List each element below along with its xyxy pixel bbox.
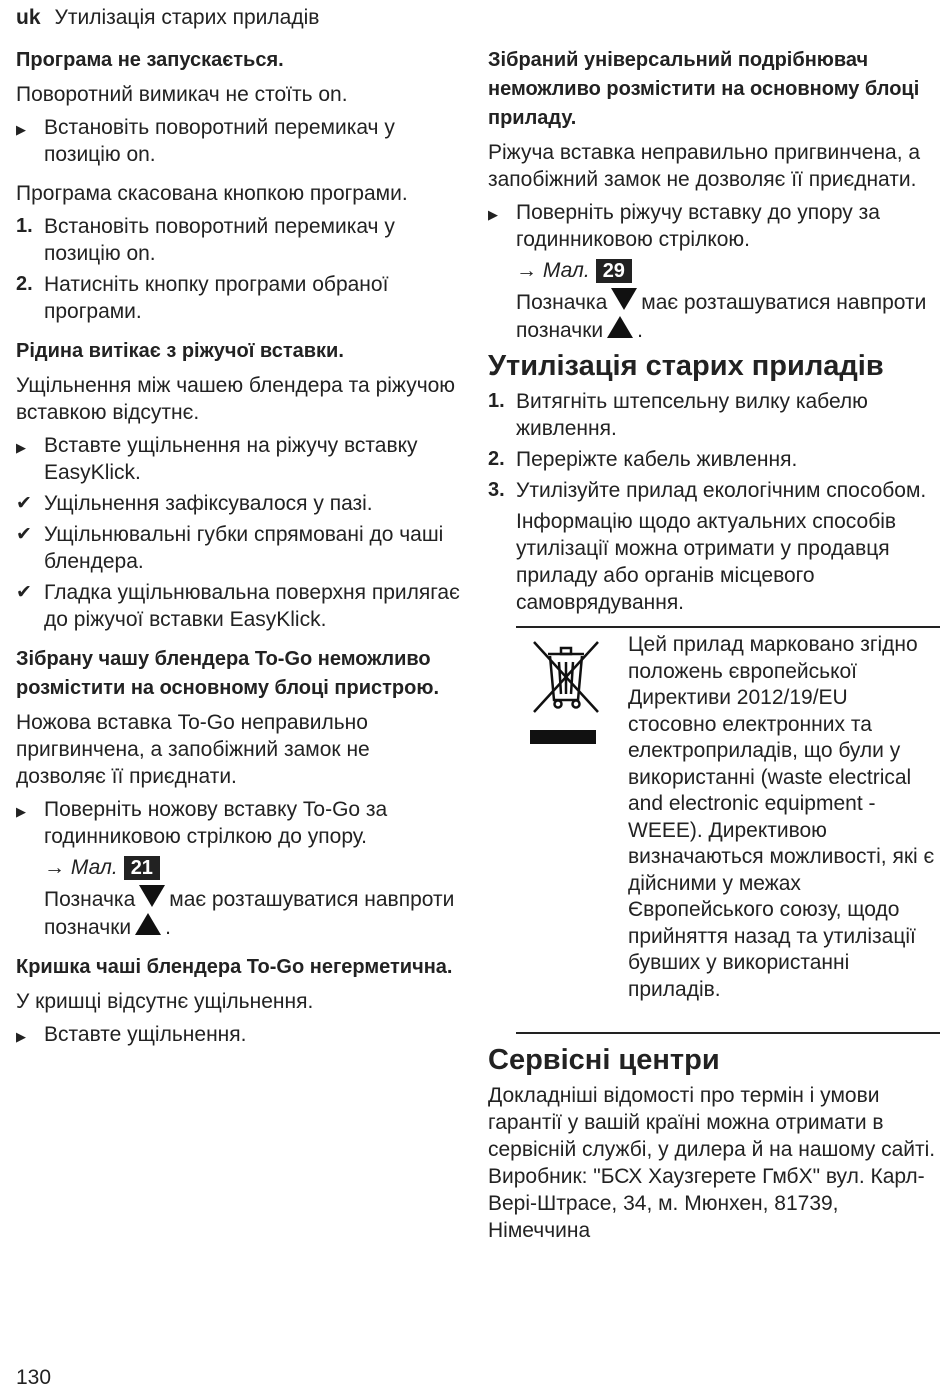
weee-notice bbox=[516, 626, 940, 1034]
language-code: uk bbox=[16, 6, 41, 29]
alignment-note: Позначка має розташуватися навпроти позначки . bbox=[16, 885, 461, 941]
step-text: Натисніть кнопку програми обраної програми. bbox=[44, 273, 389, 323]
action-text: Поверніть ножову вставку To-Go за годинниковою стрілкою до упору. bbox=[44, 798, 388, 848]
weee-text: Цей прилад марковано згідно положень європейської Директиви 2012/19/EU стосовно електронних та електроприладів, що були у використанні (waste electrical and electronic equipment - WEEE). Директивою визначаються можливості, які є дійсними у межах Європейського союзу, щодо прийняття назад та утилізації бувших у використанні приладів. bbox=[628, 633, 935, 1001]
step-number: 1. bbox=[488, 390, 505, 412]
step-number: 2. bbox=[16, 273, 33, 295]
left-column bbox=[16, 46, 461, 1052]
result-text: Ущільнювальні губки спрямовані до чаші блендера. bbox=[44, 523, 444, 573]
step-item bbox=[488, 477, 940, 504]
step-item bbox=[16, 213, 461, 267]
triangle-up-icon bbox=[607, 316, 633, 338]
running-header bbox=[16, 6, 319, 30]
cause-text: Поворотний вимикач не стоїть on. bbox=[16, 83, 348, 106]
step-text: Встановіть поворотний перемикач у позицію on. bbox=[44, 215, 395, 265]
triangle-down-icon bbox=[611, 288, 637, 310]
disposal-info: Інформацію щодо актуальних способів утилізації можна отримати у продавця приладу або органів місцевого самоврядування. bbox=[516, 510, 897, 614]
disposal-heading: Утилізація старих приладів bbox=[488, 350, 884, 382]
action-text: Вставте ущільнення. bbox=[44, 1023, 247, 1046]
result-text: Ущільнення зафіксувалося у пазі. bbox=[44, 492, 373, 515]
figure-label: → Мал. bbox=[516, 259, 590, 282]
alignment-note: Позначка має розташуватися навпроти позначки . bbox=[488, 288, 940, 344]
section-heading: Кришка чаші блендера To-Go негерметична. bbox=[16, 956, 453, 978]
step-text: Переріжте кабель живлення. bbox=[516, 448, 798, 471]
section-heading: Рідина витікає з ріжучої вставки. bbox=[16, 340, 344, 362]
bullet-icon: ▶ bbox=[488, 207, 498, 222]
figure-label: → Мал. bbox=[44, 856, 118, 879]
action-text: Вставте ущільнення на ріжучу вставку EasyKlick. bbox=[44, 434, 418, 484]
bullet-icon: ▶ bbox=[16, 804, 26, 819]
note-text-a: Позначка bbox=[44, 888, 136, 911]
section-heading: Зібрану чашу блендера To-Go неможливо розмістити на основному блоці пристрою. bbox=[16, 648, 439, 699]
action-item bbox=[16, 114, 461, 168]
result-item bbox=[16, 521, 461, 575]
step-item bbox=[488, 446, 940, 473]
manufacturer-text: Виробник: "БСХ Хаузгерете ГмбХ" вул. Карл-Вері-Штрасе, 34, м. Мюнхен, 81739, Німеччина bbox=[488, 1165, 925, 1242]
figure-reference bbox=[16, 854, 461, 881]
check-icon: ✔ bbox=[16, 493, 32, 514]
cause-text: Ріжуча вставка неправильно пригвинчена, а запобіжний замок не дозволяє її приєднати. bbox=[488, 141, 921, 191]
cause-text: Ущільнення між чашею блендера та ріжучою вставкою відсутнє. bbox=[16, 374, 456, 424]
bullet-icon: ▶ bbox=[16, 440, 26, 455]
cause-text: Ножова вставка To-Go неправильно пригвинчена, а запобіжний замок не дозволяє її приєднати. bbox=[16, 711, 370, 788]
header-title: Утилізація старих приладів bbox=[54, 6, 320, 29]
page-number: 130 bbox=[16, 1366, 52, 1389]
action-item bbox=[16, 1021, 461, 1048]
section-heading: Зібраний універсальний подрібнювач неможливо розмістити на основному блоці приладу. bbox=[488, 49, 920, 129]
step-text: Утилізуйте прилад екологічним способом. bbox=[516, 479, 927, 502]
bullet-icon: ▶ bbox=[16, 122, 26, 137]
bullet-icon: ▶ bbox=[16, 1029, 26, 1044]
result-item bbox=[16, 579, 461, 633]
service-heading: Сервісні центри bbox=[488, 1044, 720, 1076]
figure-number-badge: 29 bbox=[596, 259, 632, 283]
figure-number-badge: 21 bbox=[124, 856, 160, 880]
triangle-up-icon bbox=[135, 913, 161, 935]
step-number: 3. bbox=[488, 479, 505, 501]
figure-reference bbox=[488, 257, 940, 284]
triangle-down-icon bbox=[139, 885, 165, 907]
section-heading: Програма не запускається. bbox=[16, 49, 284, 71]
check-icon: ✔ bbox=[16, 524, 32, 545]
crossed-bin-icon bbox=[526, 634, 606, 744]
action-text: Поверніть ріжучу вставку до упору за годинниковою стрілкою. bbox=[516, 201, 880, 251]
step-number: 1. bbox=[16, 215, 33, 237]
step-text: Витягніть штепсельну вилку кабелю живлення. bbox=[516, 390, 868, 440]
step-number: 2. bbox=[488, 448, 505, 470]
action-text: Встановіть поворотний перемикач у позицію on. bbox=[44, 116, 395, 166]
cause-text: У кришці відсутнє ущільнення. bbox=[16, 990, 314, 1013]
action-item bbox=[488, 199, 940, 253]
service-text: Докладніші відомості про термін і умови гарантії у вашій країні можна отримати в сервісній службі, у дилера й на нашому сайті. bbox=[488, 1084, 936, 1161]
note-text-b: має розташуватися навпроти позначки bbox=[44, 888, 455, 939]
note-text-a: Позначка bbox=[516, 291, 608, 314]
result-text: Гладка ущільнювальна поверхня прилягає до ріжучої вставки EasyKlick. bbox=[44, 581, 460, 631]
cause-text: Програма скасована кнопкою програми. bbox=[16, 182, 408, 205]
note-text-b: має розташуватися навпроти позначки bbox=[516, 291, 927, 342]
action-item bbox=[16, 796, 461, 850]
result-item bbox=[16, 490, 461, 517]
step-item bbox=[16, 271, 461, 325]
step-item bbox=[488, 388, 940, 442]
right-column bbox=[488, 46, 940, 1244]
check-icon: ✔ bbox=[16, 582, 32, 603]
action-item bbox=[16, 432, 461, 486]
